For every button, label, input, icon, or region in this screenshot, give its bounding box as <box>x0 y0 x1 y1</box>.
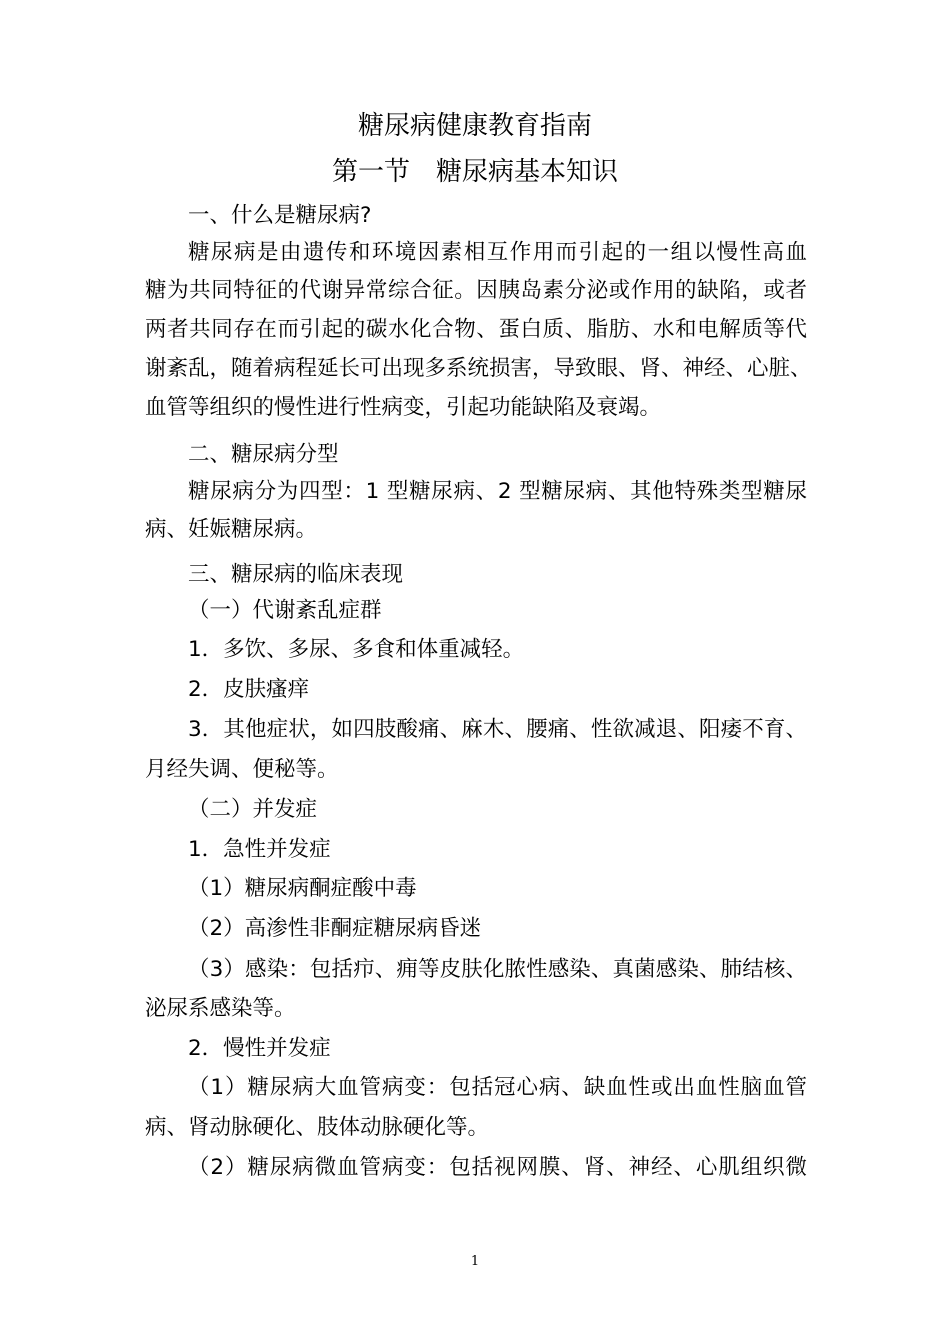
paragraph-line: 糖尿病是由遗传和环境因素相互作用而引起的一组以慢性高血 <box>188 240 807 265</box>
list-item: （1）糖尿病酮症酸中毒 <box>188 876 417 901</box>
list-item: （3）感染：包括疖、痈等皮肤化脓性感染、真菌感染、肺结核、 <box>188 957 807 982</box>
list-item: （1）糖尿病大血管病变：包括冠心病、缺血性或出血性脑血管 <box>188 1075 807 1100</box>
paragraph-line: 病、妊娠糖尿病。 <box>145 517 318 542</box>
list-item: 1．急性并发症 <box>188 837 331 862</box>
list-item-continuation: 病、肾动脉硬化、肢体动脉硬化等。 <box>145 1115 490 1140</box>
page-number: 1 <box>470 1254 480 1269</box>
list-item: 2．慢性并发症 <box>188 1036 331 1061</box>
list-item-continuation: 月经失调、便秘等。 <box>145 757 339 782</box>
subheading-complications: （二）并发症 <box>188 797 318 822</box>
subheading-metabolic-disorder: （一）代谢紊乱症群 <box>188 598 382 623</box>
list-item: 2．皮肤瘙痒 <box>188 677 310 702</box>
heading-what-is-diabetes: 一、什么是糖尿病? <box>188 203 372 228</box>
heading-clinical-manifestations: 三、糖尿病的临床表现 <box>188 562 404 587</box>
section-title: 第一节 糖尿病基本知识 <box>331 157 618 187</box>
document-title: 糖尿病健康教育指南 <box>357 111 592 141</box>
paragraph-line: 糖为共同特征的代谢异常综合征。因胰岛素分泌或作用的缺陷，或者 <box>145 278 807 303</box>
paragraph-line: 谢紊乱，随着病程延长可出现多系统损害，导致眼、肾、神经、心脏、 <box>145 356 812 381</box>
paragraph-line: 两者共同存在而引起的碳水化合物、蛋白质、脂肪、水和电解质等代 <box>145 317 807 342</box>
list-item: 3．其他症状，如四肢酸痛、麻木、腰痛、性欲减退、阳痿不育、 <box>188 717 807 742</box>
list-item-continuation: 泌尿系感染等。 <box>145 996 296 1021</box>
paragraph-line: 糖尿病分为四型：1 型糖尿病、2 型糖尿病、其他特殊类型糖尿 <box>188 479 807 504</box>
list-item: 1．多饮、多尿、多食和体重减轻。 <box>188 637 525 662</box>
paragraph-line: 血管等组织的慢性进行性病变，引起功能缺陷及衰竭。 <box>145 395 662 420</box>
list-item: （2）高渗性非酮症糖尿病昏迷 <box>188 916 482 941</box>
heading-diabetes-types: 二、糖尿病分型 <box>188 442 339 467</box>
list-item: （2）糖尿病微血管病变：包括视网膜、肾、神经、心肌组织微 <box>188 1155 807 1180</box>
